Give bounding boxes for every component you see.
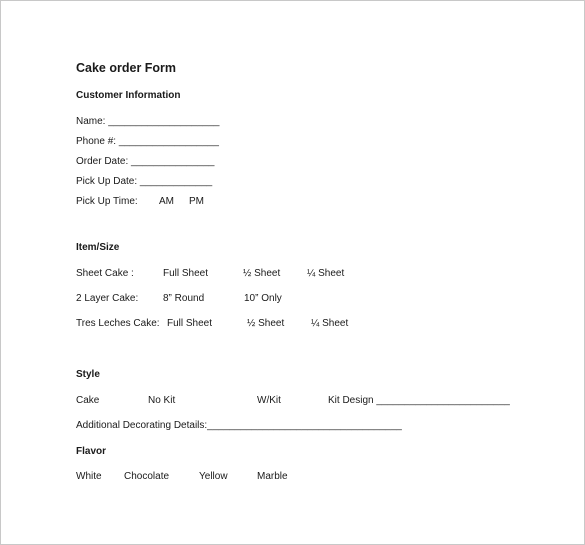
style-cake[interactable]: Cake	[76, 395, 100, 406]
two-layer-cake-label: 2 Layer Cake:	[76, 293, 139, 304]
pickup-time-label: Pick Up Time:	[76, 196, 138, 207]
tres-leches-full-sheet[interactable]: Full Sheet	[167, 318, 213, 329]
style-with-kit[interactable]: W/Kit	[257, 395, 281, 406]
tres-leches-half-sheet[interactable]: ½ Sheet	[247, 318, 285, 329]
form-title: Cake order Form	[76, 61, 177, 75]
pickup-time-pm[interactable]: PM	[189, 196, 204, 207]
style-no-kit[interactable]: No Kit	[148, 395, 176, 406]
sheet-cake-full-sheet[interactable]: Full Sheet	[163, 268, 209, 279]
order-date-field[interactable]: Order Date: _______________	[76, 156, 215, 167]
flavor-heading: Flavor	[76, 446, 107, 457]
two-layer-10-only[interactable]: 10” Only	[244, 293, 282, 304]
sheet-cake-half-sheet[interactable]: ½ Sheet	[243, 268, 281, 279]
additional-details-field[interactable]: Additional Decorating Details:___________________________________	[76, 420, 402, 431]
flavor-marble[interactable]: Marble	[257, 471, 288, 482]
tres-leches-quarter-sheet[interactable]: ¼ Sheet	[311, 318, 349, 329]
phone-field[interactable]: Phone #: __________________	[76, 136, 219, 147]
customer-info-heading: Customer Information	[76, 90, 181, 101]
flavor-yellow[interactable]: Yellow	[199, 471, 228, 482]
tres-leches-label: Tres Leches Cake:	[76, 318, 160, 329]
flavor-white[interactable]: White	[76, 471, 102, 482]
item-size-heading: Item/Size	[76, 242, 120, 253]
pickup-date-field[interactable]: Pick Up Date: _____________	[76, 176, 213, 187]
sheet-cake-quarter-sheet[interactable]: ¼ Sheet	[307, 268, 345, 279]
kit-design-field[interactable]: Kit Design ________________________	[328, 395, 510, 406]
sheet-cake-label: Sheet Cake :	[76, 268, 134, 279]
name-field[interactable]: Name: ____________________	[76, 116, 220, 127]
style-heading: Style	[76, 369, 100, 380]
pickup-time-am[interactable]: AM	[159, 196, 174, 207]
flavor-chocolate[interactable]: Chocolate	[124, 471, 170, 482]
two-layer-8-round[interactable]: 8” Round	[163, 293, 205, 304]
